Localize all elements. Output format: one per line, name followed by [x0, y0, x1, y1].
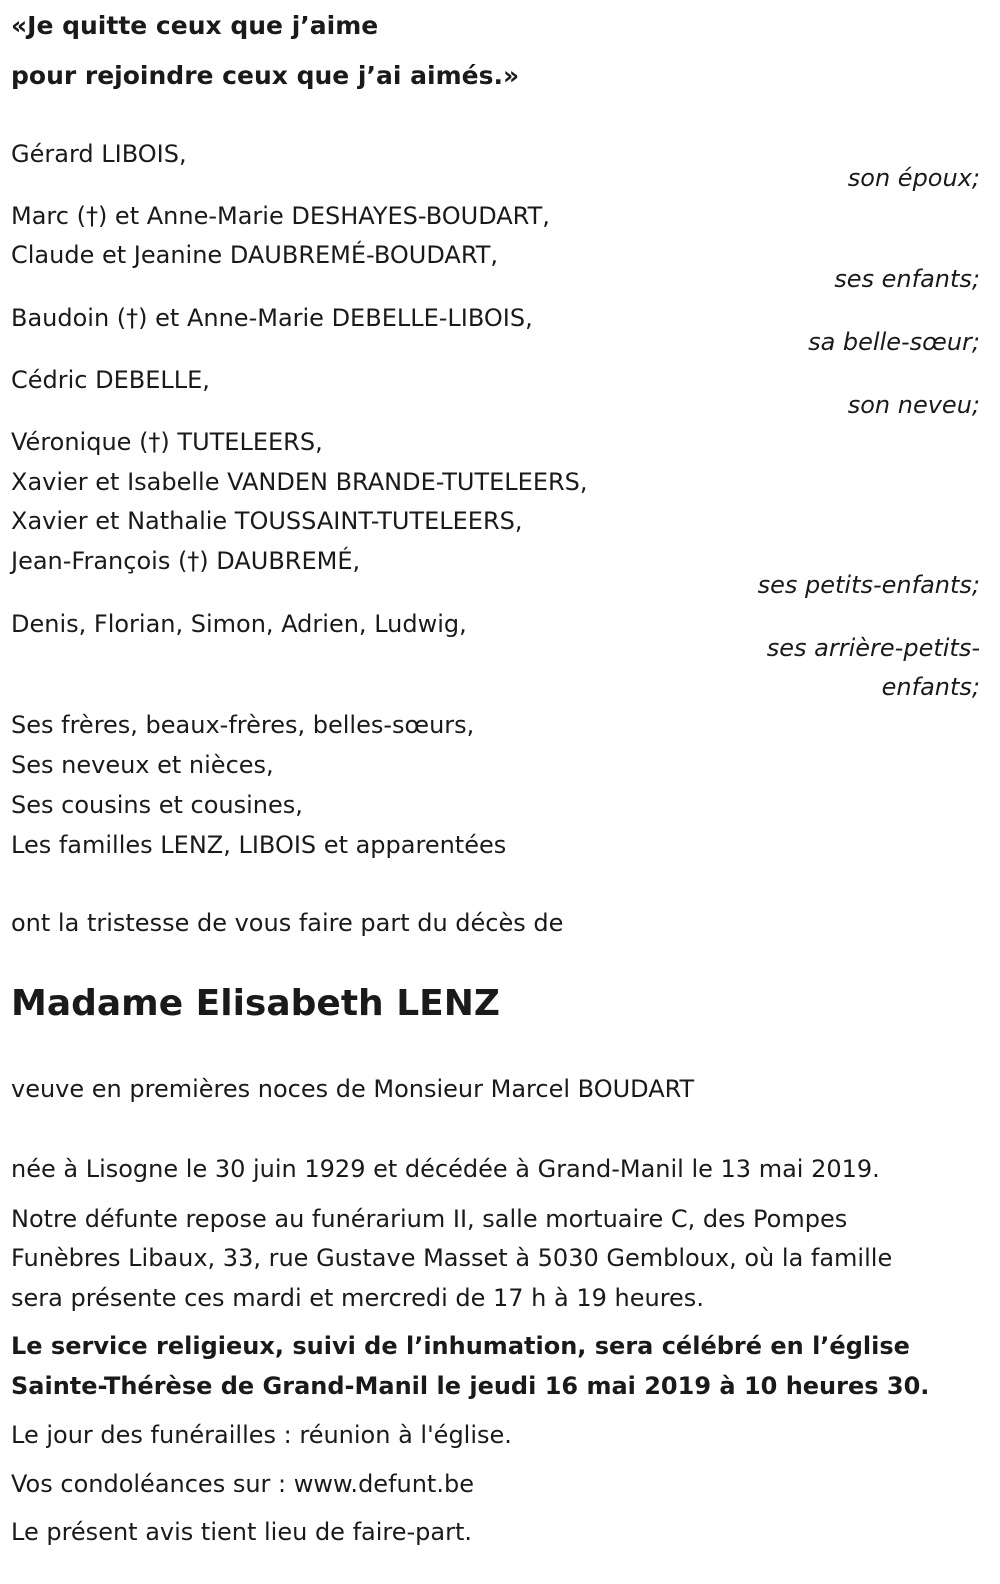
others-line: Ses neveux et nièces,	[11, 751, 274, 779]
others-line: Ses frères, beaux-frères, belles-sœurs,	[11, 711, 475, 739]
family-relation: sa belle-sœur;	[808, 328, 980, 356]
family-relation: son époux;	[847, 164, 980, 192]
others-line: Ses cousins et cousines,	[11, 791, 303, 819]
family-name: Cédric DEBELLE,	[11, 366, 210, 394]
family-name: Xavier et Isabelle VANDEN BRANDE-TUTELEERS,	[11, 468, 588, 496]
others-line: Les familles LENZ, LIBOIS et apparentées	[11, 831, 507, 859]
deceased-name: Madame Elisabeth LENZ	[11, 983, 500, 1024]
family-name: Claude et Jeanine DAUBREMÉ-BOUDART,	[11, 241, 499, 269]
family-relation: ses arrière-petits-	[766, 634, 980, 662]
family-relation: ses enfants;	[834, 265, 980, 293]
service-line: Sainte-Thérèse de Grand-Manil le jeudi 16 mai 2019 à 10 heures 30.	[11, 1372, 930, 1400]
birth-death: née à Lisogne le 30 juin 1929 et décédée à Grand-Manil le 13 mai 2019.	[11, 1155, 880, 1183]
announcement: ont la tristesse de vous faire part du décès de	[11, 909, 564, 937]
family-relation: son neveu;	[847, 391, 980, 419]
family-relation: ses petits-enfants;	[757, 571, 980, 599]
visitation-line: Funèbres Libaux, 33, rue Gustave Masset à 5030 Gembloux, où la famille	[11, 1244, 893, 1272]
service-line: Le service religieux, suivi de l’inhumation, sera célébré en l’église	[11, 1332, 910, 1360]
meeting-info: Le jour des funérailles : réunion à l'église.	[11, 1421, 512, 1449]
quote-line-1: «Je quitte ceux que j’aime	[11, 11, 379, 40]
family-name: Denis, Florian, Simon, Adrien, Ludwig,	[11, 610, 467, 638]
widow-of: veuve en premières noces de Monsieur Marcel BOUDART	[11, 1075, 695, 1103]
visitation-line: sera présente ces mardi et mercredi de 17 h à 19 heures.	[11, 1284, 704, 1312]
visitation-line: Notre défunte repose au funérarium II, salle mortuaire C, des Pompes	[11, 1205, 848, 1233]
family-name: Baudoin (†) et Anne-Marie DEBELLE-LIBOIS,	[11, 304, 533, 332]
family-name: Marc (†) et Anne-Marie DESHAYES-BOUDART,	[11, 202, 550, 230]
condolences-info: Vos condoléances sur : www.defunt.be	[11, 1470, 474, 1498]
family-name: Véronique (†) TUTELEERS,	[11, 428, 323, 456]
family-name: Xavier et Nathalie TOUSSAINT-TUTELEERS,	[11, 507, 523, 535]
notice-footer: Le présent avis tient lieu de faire-part.	[11, 1518, 473, 1546]
family-name: Gérard LIBOIS,	[11, 140, 187, 168]
family-relation: enfants;	[881, 673, 980, 701]
family-name: Jean-François (†) DAUBREMÉ,	[11, 547, 361, 575]
quote-line-2: pour rejoindre ceux que j’ai aimés.»	[11, 61, 520, 90]
